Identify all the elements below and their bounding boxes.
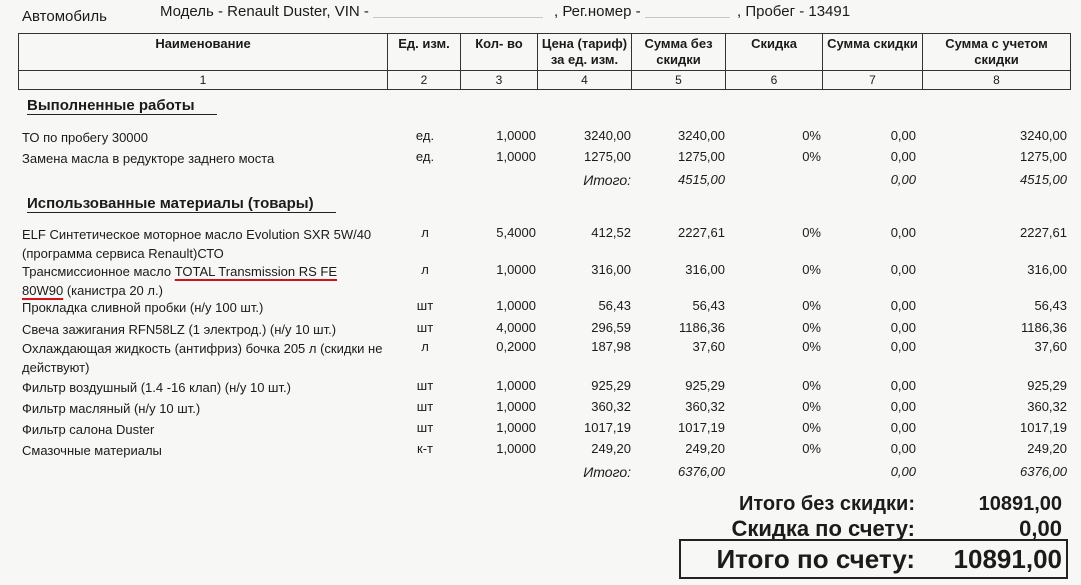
- vehicle-mileage: , Пробег - 13491: [737, 3, 851, 20]
- item-name: ELF Синтетическое моторное масло Evolution SXR 5W/40 (программа сервиса Renault)СТО: [22, 227, 372, 261]
- item-unit: шт: [416, 420, 434, 435]
- item-price: 360,32: [591, 399, 631, 414]
- item-sum: 37,60: [692, 339, 725, 354]
- col-number: 8: [923, 71, 1071, 90]
- item-price: 412,52: [591, 225, 631, 240]
- item-qty: 4,0000: [496, 320, 536, 335]
- subtotal-sum: 6376,00: [678, 464, 725, 479]
- item-qty: 1,0000: [496, 399, 536, 414]
- item-qty: 0,2000: [496, 339, 536, 354]
- item-price: 1017,19: [584, 420, 631, 435]
- item-total: 360,32: [1027, 399, 1067, 414]
- item-total: 2227,61: [1020, 225, 1067, 240]
- item-unit: шт: [416, 298, 434, 313]
- item-discount: 0%: [802, 339, 821, 354]
- item-total: 1186,36: [1020, 320, 1067, 335]
- item-discount: 0%: [802, 149, 821, 164]
- item-price: 249,20: [591, 441, 631, 456]
- item-qty: 1,0000: [496, 420, 536, 435]
- item-discount-sum: 0,00: [890, 399, 916, 414]
- item-discount: 0%: [802, 298, 821, 313]
- item-sum: 1275,00: [678, 149, 725, 164]
- col-unit: Ед. изм.: [388, 34, 461, 71]
- item-qty: 1,0000: [496, 262, 536, 277]
- summary-value: 0,00: [1019, 516, 1062, 541]
- col-number: 7: [823, 71, 923, 90]
- item-sum: 56,43: [692, 298, 725, 313]
- item-discount: 0%: [802, 441, 821, 456]
- item-discount: 0%: [802, 399, 821, 414]
- item-name: Фильтр салона Duster: [22, 422, 155, 437]
- col-number: 5: [632, 71, 726, 90]
- item-qty: 5,4000: [496, 225, 536, 240]
- item-discount-sum: 0,00: [890, 262, 916, 277]
- col-number: 2: [388, 71, 461, 90]
- col-qty: Кол- во: [461, 34, 538, 71]
- summary-grand-total: [600, 544, 1070, 578]
- item-discount: 0%: [802, 420, 821, 435]
- item-discount-sum: 0,00: [890, 149, 916, 164]
- item-name: Замена масла в редукторе заднего моста: [22, 151, 275, 166]
- summary-value: 10891,00: [953, 544, 1062, 574]
- item-qty: 1,0000: [496, 441, 536, 456]
- item-sum: 2227,61: [678, 225, 725, 240]
- item-discount: 0%: [802, 320, 821, 335]
- item-discount-sum: 0,00: [890, 128, 916, 143]
- item-sum: 925,29: [685, 378, 725, 393]
- item-name: Фильтр воздушный (1.4 -16 клап) (н/у 10 шт.): [22, 380, 291, 395]
- item-unit: шт: [416, 378, 434, 393]
- item-total: 37,60: [1034, 339, 1067, 354]
- item-sum: 316,00: [685, 262, 725, 277]
- item-name: Трансмиссионное масло TOTAL Transmission RS FE 80W90 (канистра 20 л.): [22, 264, 338, 298]
- col-number: 6: [726, 71, 823, 90]
- item-name: ТО по пробегу 30000: [22, 130, 148, 145]
- item-discount-sum: 0,00: [890, 339, 916, 354]
- subtotal-discount-sum: 0,00: [890, 172, 916, 187]
- item-sum: 249,20: [685, 441, 725, 456]
- summary-label: Итого без скидки:: [738, 493, 915, 515]
- item-unit: ед.: [415, 149, 435, 164]
- item-unit: шт: [416, 399, 434, 414]
- subtotal-label: Итого:: [583, 172, 631, 188]
- item-qty: 1,0000: [496, 128, 536, 143]
- col-discount: Скидка: [726, 34, 823, 71]
- subtotal-total: 6376,00: [1020, 464, 1067, 479]
- item-sum: 1186,36: [678, 320, 725, 335]
- summary-value: 10891,00: [978, 493, 1062, 515]
- item-name: Смазочные материалы: [22, 443, 162, 458]
- item-sum: 360,32: [685, 399, 725, 414]
- col-sum: Сумма без скидки: [632, 34, 726, 71]
- col-number: 3: [461, 71, 538, 90]
- summary-label: Скидка по счету:: [731, 516, 915, 541]
- red-underline-mark: 80W90: [22, 283, 64, 298]
- subtotal-discount-sum: 0,00: [890, 464, 916, 479]
- item-discount-sum: 0,00: [890, 320, 916, 335]
- subtotal-label: Итого:: [583, 464, 631, 480]
- item-price: 925,29: [591, 378, 631, 393]
- item-unit: л: [421, 225, 429, 240]
- vehicle-label: Автомобиль: [22, 8, 107, 25]
- item-discount-sum: 0,00: [890, 225, 916, 240]
- col-name: Наименование: [19, 34, 388, 71]
- item-total: 1275,00: [1020, 149, 1067, 164]
- item-price: 187,98: [591, 339, 631, 354]
- col-discount-sum: Сумма скидки: [823, 34, 923, 71]
- item-total: 316,00: [1027, 262, 1067, 277]
- item-total: 3240,00: [1020, 128, 1067, 143]
- item-total: 56,43: [1034, 298, 1067, 313]
- item-unit: шт: [416, 320, 434, 335]
- item-price: 316,00: [591, 262, 631, 277]
- item-sum: 1017,19: [678, 420, 725, 435]
- vehicle-model: Модель - Renault Duster, VIN -: [160, 3, 543, 20]
- vehicle-reg: , Рег.номер -: [554, 3, 730, 20]
- item-discount: 0%: [802, 225, 821, 240]
- summary-label: Итого по счету:: [716, 544, 915, 574]
- item-discount-sum: 0,00: [890, 441, 916, 456]
- item-discount-sum: 0,00: [890, 298, 916, 313]
- item-name: Фильтр масляный (н/у 10 шт.): [22, 401, 201, 416]
- item-price: 3240,00: [584, 128, 631, 143]
- item-price: 296,59: [591, 320, 631, 335]
- item-name: Прокладка сливной пробки (н/у 100 шт.): [22, 300, 264, 315]
- item-unit: л: [421, 339, 429, 354]
- item-qty: 1,0000: [496, 378, 536, 393]
- section-title-works: Выполненные работы: [27, 97, 217, 115]
- item-qty: 1,0000: [496, 149, 536, 164]
- item-total: 249,20: [1027, 441, 1067, 456]
- col-number: 1: [19, 71, 388, 90]
- item-unit: л: [421, 262, 429, 277]
- item-unit: ед.: [415, 128, 435, 143]
- item-discount: 0%: [802, 378, 821, 393]
- item-total: 925,29: [1027, 378, 1067, 393]
- item-total: 1017,19: [1020, 420, 1067, 435]
- item-sum: 3240,00: [678, 128, 725, 143]
- item-discount-sum: 0,00: [890, 420, 916, 435]
- red-underline-mark: TOTAL Transmission RS FE: [174, 264, 338, 279]
- subtotal-total: 4515,00: [1020, 172, 1067, 187]
- item-discount: 0%: [802, 128, 821, 143]
- section-title-materials: Использованные материалы (товары): [27, 195, 336, 213]
- item-price: 56,43: [598, 298, 631, 313]
- col-price: Цена (тариф) за ед. изм.: [538, 34, 632, 71]
- item-name: Свеча зажигания RFN58LZ (1 электрод.) (н/у 10 шт.): [22, 322, 337, 337]
- item-name: Охлаждающая жидкость (антифриз) бочка 205 л (скидки не действуют): [22, 341, 383, 375]
- item-discount: 0%: [802, 262, 821, 277]
- subtotal-sum: 4515,00: [678, 172, 725, 187]
- item-discount-sum: 0,00: [890, 378, 916, 393]
- col-number: 4: [538, 71, 632, 90]
- item-unit: к-т: [417, 441, 433, 456]
- item-price: 1275,00: [584, 149, 631, 164]
- item-qty: 1,0000: [496, 298, 536, 313]
- col-total: Сумма с учетом скидки: [923, 34, 1071, 71]
